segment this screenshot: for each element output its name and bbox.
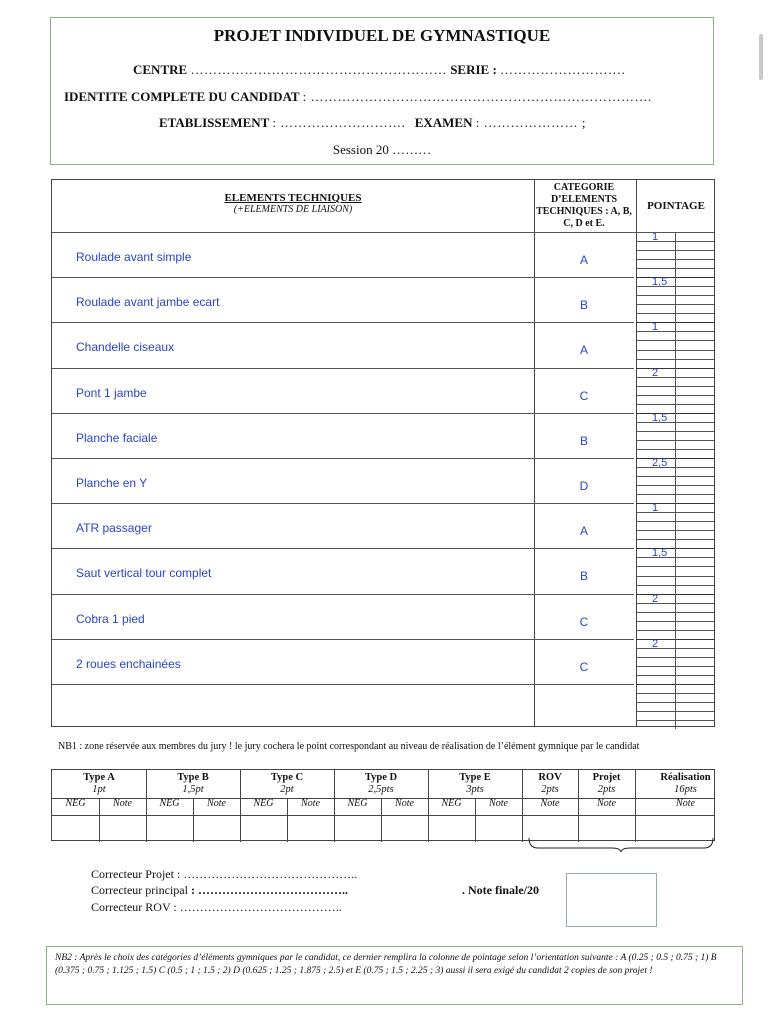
nb2-box — [46, 946, 743, 1005]
element-points[interactable]: 1 — [652, 321, 659, 334]
etablissement-field[interactable]: : ………………………. — [272, 115, 406, 130]
note-header: Note — [301, 798, 320, 809]
col-elements-header — [52, 192, 534, 215]
extra-note-header: Note — [676, 798, 695, 809]
extra-header — [522, 772, 578, 796]
serie-label: SERIE : — [450, 62, 497, 77]
pointage-subdivider — [675, 503, 676, 548]
row-line — [52, 277, 634, 278]
examen-label: EXAMEN — [414, 115, 473, 130]
type-points: 1pt — [92, 784, 106, 795]
element-points[interactable]: 1,5 — [652, 276, 668, 289]
neg-header: NEG — [65, 798, 86, 809]
pointage-subdivider — [675, 594, 676, 639]
extra-header — [578, 772, 635, 796]
element-points[interactable]: 1 — [652, 231, 659, 243]
centre-line — [133, 62, 625, 78]
type-name: Type B — [177, 772, 209, 783]
type-header — [240, 772, 334, 796]
row-line — [52, 503, 634, 504]
row-line — [52, 413, 634, 414]
pointage-subdivider — [675, 548, 676, 593]
nb1-note: NB1 : zone réservée aux membres du jury ! le jury cochera le point correspondant au niveau de réalisation de l’élément gymnique par le candidat — [58, 741, 640, 752]
etablissement-line — [159, 115, 586, 131]
type-name: Type C — [270, 772, 304, 783]
element-name[interactable]: 2 roues enchainées — [76, 656, 181, 671]
element-points[interactable]: 1 — [652, 502, 659, 515]
element-category[interactable]: B — [579, 569, 588, 584]
type-header — [428, 772, 522, 796]
extra-note-header: Note — [597, 798, 616, 809]
element-category[interactable]: C — [579, 659, 589, 674]
extra-points: 2pts — [541, 784, 559, 795]
element-name[interactable]: Planche faciale — [76, 430, 158, 445]
brace-icon — [528, 838, 714, 852]
header-box — [50, 17, 714, 165]
centre-label: CENTRE — [133, 62, 188, 77]
type-name: Type D — [364, 772, 398, 783]
identite-field[interactable]: : …………………………………………………………………. — [302, 89, 652, 104]
pointage-subdivider — [675, 277, 676, 322]
note-header: Note — [489, 798, 508, 809]
note-header: Note — [113, 798, 132, 809]
note-header: Note — [395, 798, 414, 809]
element-name[interactable]: Cobra 1 pied — [76, 611, 145, 626]
pointage-subdivider — [675, 322, 676, 367]
neg-header: NEG — [159, 798, 180, 809]
extra-points: 2pts — [597, 784, 616, 795]
element-points[interactable]: 1,5 — [652, 411, 668, 424]
type-points: 2pt — [280, 784, 294, 795]
scrollbar[interactable] — [759, 34, 763, 80]
pointage-subdivider — [675, 368, 676, 413]
type-header — [146, 772, 240, 796]
types-table — [51, 769, 715, 841]
identite-label: IDENTITE COMPLETE DU CANDIDAT — [64, 89, 300, 104]
element-category[interactable]: B — [579, 433, 588, 448]
col-elements-subtitle: (+ELEMENTS DE LIAISON) — [233, 204, 353, 215]
type-name: Type E — [459, 772, 491, 783]
type-points: 1,5pt — [182, 784, 204, 795]
extra-name: ROV — [538, 772, 562, 783]
extra-points: 16pts — [674, 784, 697, 795]
row-line — [52, 684, 634, 685]
etablissement-label: ETABLISSEMENT — [159, 115, 270, 130]
type-header — [334, 772, 428, 796]
centre-field[interactable]: ………………………………………………… — [190, 62, 447, 77]
element-name[interactable]: ATR passager — [76, 521, 152, 536]
neg-header: NEG — [347, 798, 368, 809]
element-name[interactable]: Saut vertical tour complet — [76, 566, 212, 581]
pointage-subdivider — [675, 639, 676, 684]
col-pointage-header: POINTAGE — [647, 200, 705, 212]
element-category[interactable]: C — [579, 614, 589, 629]
neg-header: NEG — [441, 798, 462, 809]
col-categorie-header: CATEGORIE D’ELEMENTS TECHNIQUES : A, B, C, D et E. — [536, 182, 632, 229]
note-header: Note — [207, 798, 226, 809]
col-divider — [636, 180, 637, 726]
extra-header — [635, 772, 736, 796]
element-points[interactable]: 1,5 — [652, 547, 668, 560]
extra-name: Réalisation — [660, 772, 711, 783]
correcteur-principal-label: Correcteur principal — [91, 883, 188, 897]
element-name[interactable]: Pont 1 jambe — [76, 385, 147, 400]
note-finale-box[interactable] — [566, 873, 657, 927]
row-line — [52, 815, 714, 816]
element-name[interactable]: Roulade avant jambe ecart — [76, 295, 220, 310]
header-row-line — [52, 232, 714, 233]
element-category[interactable]: A — [579, 343, 588, 358]
row-line — [52, 639, 634, 640]
page-title: PROJET INDIVIDUEL DE GYMNASTIQUE — [213, 26, 551, 45]
element-category[interactable]: A — [579, 253, 588, 267]
correcteur-rov[interactable]: Correcteur ROV : ………………………………….. — [91, 900, 342, 914]
examen-field[interactable]: : ………………… ; — [475, 115, 586, 130]
row-line — [52, 368, 634, 369]
row-line — [52, 458, 634, 459]
note-finale-label: . Note finale/20 — [462, 883, 539, 897]
type-points: 3pts — [466, 784, 484, 795]
nb2-note: NB2 : Après le choix des catégories d’éléments gymniques par le candidat, ce dernier remplira la colonne de pointage selon l’orientation suivante : A (0.25 ; 0.5 ; 0.75 ; 1) B (0.375 ; 0.75 ; 1.125 ; 1.5) C (0.5 ; 1 ; 1.5 ; 2) D (0.625 ; 1.25 ; 1.875 ; 2.5) et E (0.75 ; 1.5 ; 2.25 ; 3) aussi il sera exigé du candidat 2 copies de son projet ! — [55, 953, 717, 976]
correcteur-projet[interactable]: Correcteur Projet : …………………………………….. — [91, 867, 358, 881]
element-points[interactable]: 2,5 — [652, 457, 668, 469]
pointage-subdivider — [675, 458, 676, 503]
element-name[interactable]: Planche en Y — [76, 476, 148, 490]
pointage-subdivider — [675, 684, 676, 729]
identite-line — [64, 89, 652, 105]
col-elements-title: ELEMENTS TECHNIQUES — [224, 192, 362, 204]
element-points[interactable]: 2 — [652, 366, 659, 379]
pointage-subdivider — [675, 232, 676, 277]
element-name[interactable]: Roulade avant simple — [76, 250, 192, 264]
type-points: 2,5pts — [368, 784, 394, 795]
type-name: Type A — [83, 772, 115, 783]
row-line — [52, 548, 634, 549]
extra-note-header: Note — [540, 798, 560, 809]
row-line — [52, 322, 634, 323]
neg-header: NEG — [253, 798, 274, 809]
element-points[interactable]: 2 — [652, 637, 659, 650]
element-category[interactable]: A — [579, 524, 588, 539]
element-category[interactable]: C — [579, 388, 589, 403]
type-header — [52, 772, 146, 796]
pointage-subdivider — [675, 413, 676, 458]
element-name[interactable]: Chandelle ciseaux — [76, 340, 175, 355]
serie-field[interactable]: ………………………. — [500, 62, 626, 77]
session-line[interactable]: Session 20 ……… — [332, 142, 432, 157]
extra-name: Projet — [592, 772, 621, 783]
element-category[interactable]: D — [579, 479, 589, 493]
element-category[interactable]: B — [579, 298, 588, 313]
correcteur-principal-field[interactable]: : ……………………………….. — [190, 883, 348, 897]
correcteur-principal[interactable] — [91, 883, 348, 898]
row-line — [52, 594, 634, 595]
element-points[interactable]: 2 — [652, 592, 659, 605]
elements-table — [51, 179, 715, 727]
